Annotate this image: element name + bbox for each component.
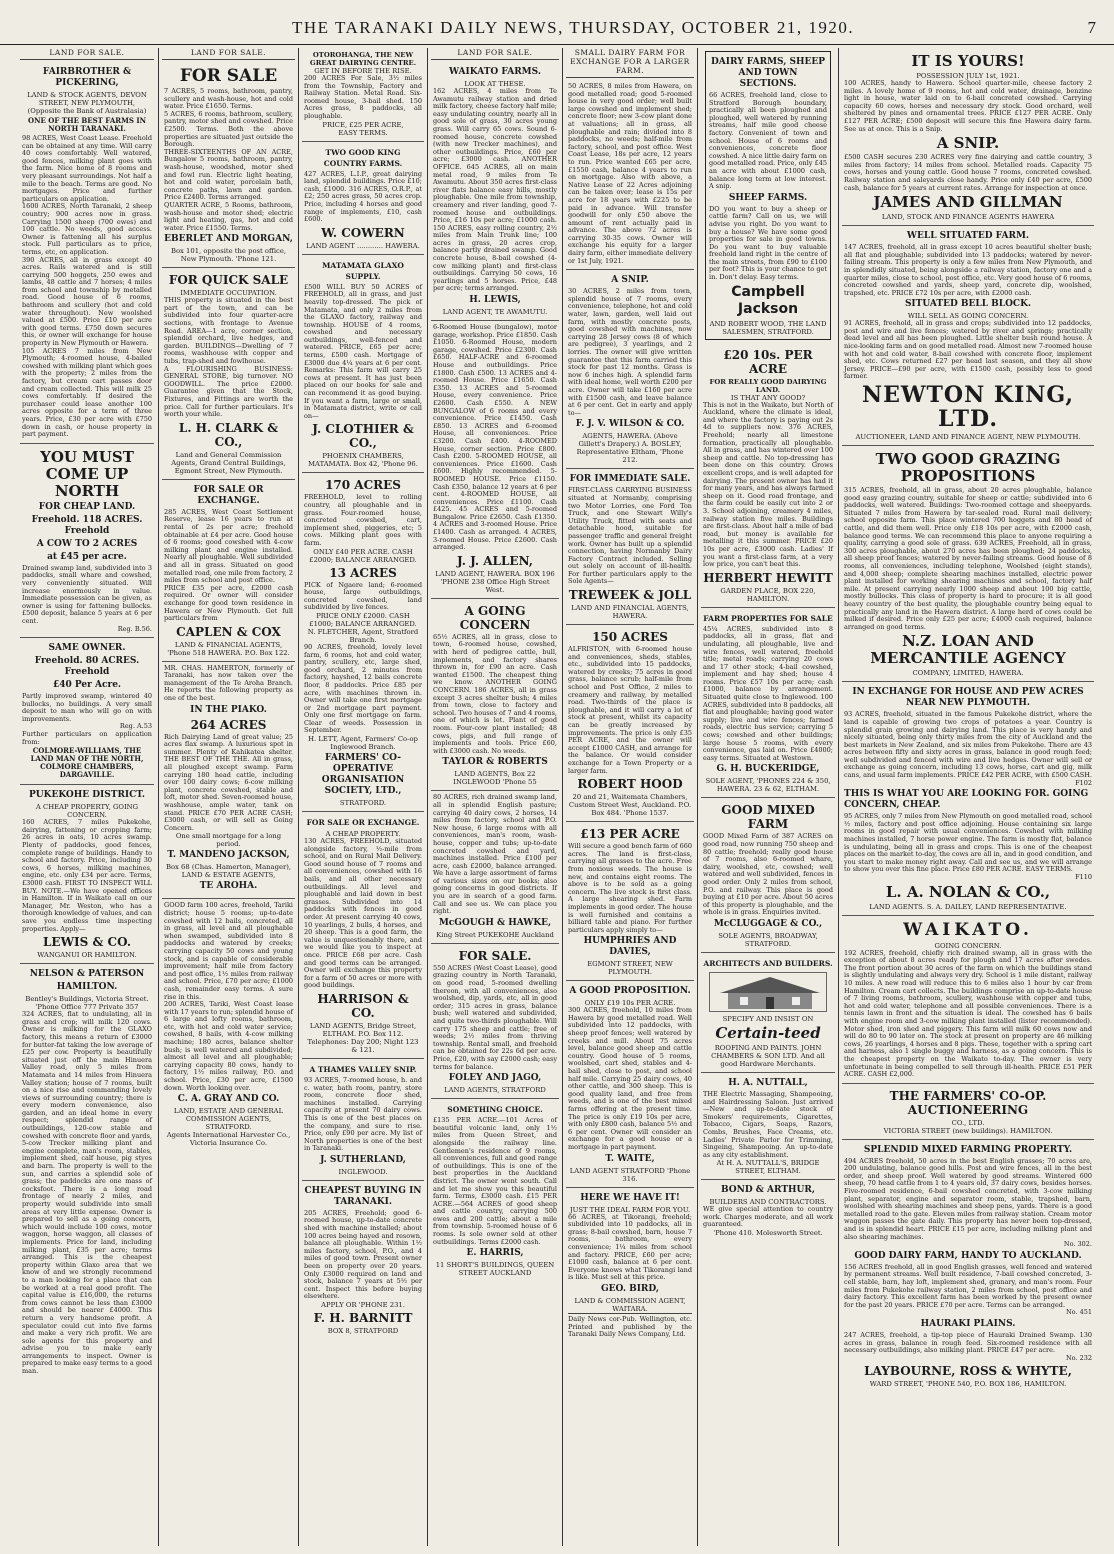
ad-title: YOU MUST COME UP NORTH [40,447,134,500]
ad-sale-exchange [162,480,295,662]
ad-title: FAIRBROTHER & PICKERING, [42,67,132,88]
ad-title: WAIKATO FARMS. [449,67,541,77]
ad-title: CHEAPEST BUYING IN TARANAKI. [304,1185,422,1207]
ad-quick-sale [162,268,295,480]
ad-otorohanga [302,48,424,142]
column-rule [427,48,428,1546]
ad-agent: W. COWERN [321,225,405,240]
house-illustration [709,972,827,1012]
ad-title: GOOD DAIRY FARM, HANDY TO AUCKLAND. [854,1250,1082,1261]
ad-body: £135 PER ACRE.—101 Acres of beautiful volcanic land, only 1½ miles from Queen Street, and alongside the railway line. Gentlemen's residence of 9 rooms, all conveniences, full and good range of outbuildings. This is one of the best properties in the Auckland district. The owner went south. Call and let me show you this beautiful farm. Terms, £3000 cash. £15 PER ACRE.—564 ACRES of good sheep and cattle country, carrying 500 ewes and 200 cattle; about a mile from township. 5-roomed house of 6 rooms. Is sole owner sold at other outbuildings. Terms £2000 cash. [433,1116,557,1246]
ad-body: FREEHOLD, level to rolling country, all ploughable and in grass. Four-roomed house, concreted cowshed, cart, implement shed, piggeries, etc; 5 cows. Milking plant goes with farm. [304,493,422,547]
ad-body: 200 ACRES For Sale, 3½ miles from the Township, Factory and Railway Station. Metal Road. Six-roomed house, 3-bail shed. 150 Acres grass, 8 paddocks, all ploughable. [304,74,422,120]
ad-address: AND ROBERT WOOD, THE LAND SALESMEN, STRATFORD. [709,319,827,336]
ad-agent: LEWIS & CO. [42,935,131,950]
ad-agent: HUMPHRIES AND DAVIES, [583,936,677,958]
ad-going-concern [431,599,559,792]
section-header: SMALL DAIRY FARM FOR EXCHANGE FOR A LARGER FARM. [566,48,694,78]
ad-title: A GOOD PROPOSITION. [569,986,691,997]
ad-mcgough [431,791,559,944]
ad-body: WE give special attention to country work. Charges moderate, and all work guaranteed. [703,1205,833,1229]
ad-address: LAND AND FINANCIAL AGENTS, HAWERA. [571,604,689,621]
ad-ref: No. 302. [1063,1240,1092,1249]
section-header: LAND FOR SALE. [162,48,295,60]
ad-address: Land and General Commission Agents, Grand Central Buildings, Egmont Street, New Plymouth. [171,450,286,475]
ad-agent: N. FLETCHER, Agent, Stratford Branch. [307,627,419,644]
ad-agent: COLMORE-WILLIAMS, THE LAND MAN OF THE NORTH, COLMORE CHAMBERS, DARGAVILLE. [30,746,144,780]
ad-subtitle: WILL SELL AS GOING CONCERN. [907,312,1029,321]
ad-address: 'Phone 410. Molesworth Street. [713,1229,823,1238]
ad-subtitle: IMMEDIATE OCCUPATION. [180,289,277,298]
ad-line: Freehold. 80 ACRES. Freehold [34,656,140,678]
ad-address: AUCTIONEER, LAND AND FINANCE AGENT, NEW PLYMOUTH. [855,433,1081,442]
ad-nelson-paterson [20,964,154,1380]
ad-terms: EASY TERMS. [338,128,388,137]
ad-title: WAIKATO. [903,919,1033,940]
ad-body: ALFRISTON, with 6-roomed house and conveniences, sheds, stables, etc., subdivided into 15 paddocks, watered by creeks; 75 acres in good grass, balance scrub; half-mile from school and Post Office, 2 miles to creamery and railway, by metalled road. Two-thirds of the place is ploughable, and it will carry a lot of stock at present, whilst its capacity can be greatly increased by improvements. The price is only £35 PER ACRE, and the owner will accept £1000 CASH, and arrange for the balance. Or would consider exchange for a Town Property or a larger farm. [568,645,692,775]
ad-body: 93 ACRES, 7-roomed house, h. and c. water, bath room, pantry, store room, concrete floor shed, machines installed. Carrying capacity at present 70 dairy cows. This is one of the best places on the company, and sure to rise. Price, only £90 per acre. My list of North properties is one of the best in Taranaki. [304,1075,422,1153]
ad-agent: McGOUGH & HAWKE, [438,917,552,928]
ad-title: TWO GOOD KING COUNTRY FARMS. [323,147,403,168]
ad-agent: T. WAITE, [605,1153,655,1164]
ad-title: FOR SALE OR EXCHANGE. [306,818,420,828]
ad-waite [566,981,694,1187]
ad-title: HAURAKI PLAINS. [920,1318,1016,1329]
ad-body: PICK of Ngaere land; 6-roomed house, large outbuildings, concreted cowshed, land subdivided by live fences. [304,580,422,612]
ad-agent: GEO. BIRD, [600,1283,660,1294]
ad-address: WANGANUI OR HAMILTON. [37,951,137,960]
ad-title: PUKEKOHE DISTRICT. [29,790,145,801]
ad-mixed-farm [701,798,835,953]
ad-certain-teed [701,953,835,1073]
ad-body: 550 ACRES (West Coast Lease), good grazing country in North Taranaki, on good road, 5-roomed dwelling thereon, with all conveniences, also woolshed, dip, yards, etc, all in good order; 315 acres in grass, balance bush; well watered and subdivided, and quite two-thirds ploughable. Will carry 175 sheep and cattle; free of weeds; 2½ miles from thriving township. Rental small, and freehold can be obtained for 22s 6d per acre. Price, £20, with say £2000 cash; easy terms for balance. [433,963,557,1071]
ad-small-dairy [566,80,694,270]
ad-foley-jago [431,944,559,1099]
ad-agent: L. H. CLARK & CO., [178,420,279,449]
ad-body: This is not in the Waikato, but North of Auckland, where the climate is ideal, and where the factory is paying out 2s 4d to suppliers now. 376 ACRES, Freehold; nearly all limestone formation, practically all ploughable. All in grass, and has wintered over 100 sheep and cattle. No top-dressing has been done on this country. Grows excellent crops, and is well adapted for dairying. The present owner has had it for many years, and has always farmed sheep on it. Good road frontage, and the farm could be easily cut into 2 or 3. School adjoining, creamery 4 miles, railway station five miles. Buildings are first-class. About half a mile of bad road, but money is available for metalling it this summer. PRICE £20 10s per acre, £3000 cash. Ladies' If you want a first-class farm, at a very low price, you can't beat this. [703,400,833,569]
ad-price: PRICE, £25 PER ACRE, [322,120,404,129]
ad-body: FIRST-CLASS CARRYING BUSINESS situated at Normanby, comprising two Motor Lorries, one Ford Ton Truck, and one Stewart Willy's Utility Truck, fitted with seats and detachable hood, suitable for passenger traffic and general freight work. Owner has built up a splendid connection, having Normanby Dairy Factory Contract included. Selling out solely on account of ill-health. For further particulars apply to the Sole Agents— [568,486,692,586]
ad-title: A SNIP. [936,134,1000,153]
ad-body: 130 ACRES, FREEHOLD, situated alongside factory, ½-mile from school, and on Rural Mail Delivery. Good sound house of 7 rooms and all conveniences, cowshed with 16 bails, and all other necessary outbuildings. All level and ploughable and laid down in best grasses. Subdivided into 14 paddocks with fences in good order. At present carrying 40 cows, 10 yearlings, 2 bulls, 4 horses, and 20 sheep. This is a good farm, the value is unquestionably there, and we would like you to inspect at once. PRICE £68 per acre. Cash and good terms can be arranged. Owner will exchange this property for a farm of 50 acres or more with good buildings. [304,837,422,990]
ad-agent: TAYLOR & ROBERTS [442,757,548,768]
ad-address: LAND AGENT, HAWERA. BOX 196 'PHONE 238 Office High Street West. [435,569,555,594]
ad-address: LAND AGENTS, STRATFORD [444,1086,546,1095]
column-rule [158,48,159,1546]
ad-body: £500 CASH secures 230 ACRES very fine dairying and cattle country, 3 miles from factory; 14 miles from school. Metalled roads. Capacity 75 cows, horses and young cattle. Good house 7 rooms, concreted cowshed. Railway station and saleyards close handy. Price only £40 per acre, £500 cash, balance for 5 years at current rates. Arrange for inspection at once. [844,153,1092,192]
ad-address: PHOENIX CHAMBERS, MATAMATA. Box 42, 'Phone 96. [308,452,418,469]
ad-apply: APPLY OR 'PHONE 231. [321,1301,405,1309]
ad-agent: HERBERT HEWITT [703,570,833,585]
ad-body: 66 ACRES, freehold land, close to Stratford Borough boundary, practically all been ploughed and ploughed, well watered by running streams, half mile good cheese factory. Convenient of town and school. House of 6 rooms and conveniences, concrete floor cowshed. A nice little dairy farm on good metalled road. Price, only £45 an acre with about £1000 cash, balance long term at low interest. A snip. [709,91,827,191]
ad-subtitle: FOR CHEAP LAND. [38,501,136,512]
ad-footer: Agents International Harvester Co., Victoria Insurance Co. [166,1131,291,1148]
ad-body: 390 ACRES, all in grass except 40 acres. Rails watered and is still carrying 500 hoggets, 250 ewes and lambs, 48 cattle and 7 horses; 4 miles from school and township by metalled road. Good house of 6 rooms, bathroom and scullery (hot and cold water throughout). New woolshed valued at £500. Price £10 per acre with good terms. £750 down secures this, or owner will exchange for house property in New Plymouth or Hawera. [22,255,152,348]
ad-title: THE FARMERS' CO-OP. AUCTIONEERING [889,1088,1047,1117]
ad-body: Partly improved swamp, wintered 40 bullocks, no buildings. A very small deposit to man who will go on with improvements. [22,692,152,723]
ad-piako [162,662,295,900]
ad-matamata [302,255,424,474]
ad-king-country [302,142,424,255]
ad-address: VICTORIA STREET (new buildings). HAMILTON. [883,1126,1053,1135]
ad-town: STRATFORD. [339,799,387,808]
ad-body: 105 ACRES 7 miles from New Plymouth; 4-roomed house, 4-bailed cowshed with milking plant which goes with the property; 2 miles from the factory, but cream cart passes door and cream collected. This will milk 25 cows comfortably. If desired the purchaser could lease another 100 acres opposite for a term of three years. Price, £30 per acre with £750 down in cash, or house property in part payment. [22,346,152,439]
ad-title: THIS IS WHAT YOU ARE LOOKING FOR. GOING CONCERN, CHEAP. [844,789,1089,811]
ad-subtitle: JUST THE IDEAL FARM FOR YOU. [569,1205,691,1214]
ad-ref: F110 [1075,873,1092,881]
ad-question: IS THAT ANY GOOD? [730,393,806,402]
section-header: LAND FOR SALE. [431,48,559,60]
ad-address: King Street PUKEKOHE Auckland [436,930,554,939]
ad-society: FARMERS' CO-OPERATIVE ORGANISATION SOCIETY, LTD., [321,753,405,797]
ad-body: 147 ACRES, freehold, all in grass except 10 acres beautiful shelter bush; all flat and ploughable; subdivided into 13 paddocks; watered by never-failing stream. This property is only a few miles from New Plymouth, and in splendidly situated, being alongside a railway station, factory one and a quarter miles, close to school, post office, etc. Very good house of 6 rooms, concreted cowshed and yards, sheep yard, concrete dip, woolshed, trapshed, etc. PRICE £72 10s per acre, with £2000 cash. [844,243,1092,297]
ad-ref: No. 232 [1065,1353,1092,1362]
ad-title: A SNIP. [611,275,649,286]
ad-address: LAND AGENTS, Bridge Street, ELTHAM. P.O. Box 112. Telephones: Day 200; Night 123 & 121. [307,1021,419,1054]
ad-address: 20 and 21, Waitemata Chambers, Custom Street West, Auckland. P.O. Box 484. 'Phone 1537. [568,793,692,818]
ad-address: 11 SHORT'S BUILDINGS, QUEEN STREET AUCKLAND [435,1261,555,1278]
section-header: LAND FOR SALE. [20,48,154,60]
ad-dairy-farms [705,51,831,340]
newspaper-title: THE TARANAKI DAILY NEWS, THURSDAY, OCTOBER 21, 1920. [292,18,855,37]
ad-nz-loan [842,446,1094,682]
ad-subtitle: A CHEAP PROPERTY, GOING CONCERN. [35,803,139,820]
ad-170-acres [302,473,424,812]
ad-address: LAND AGENTS. S. A. DAILEY, LAND REPRESENTATIVE. [869,902,1067,911]
ad-agent: E. HARRIS, [466,1248,524,1259]
ad-title: TWO GOOD GRAZING PROPOSITIONS [875,450,1061,486]
ad-address: EGMONT STREET, NEW PLYMOUTH. [587,960,673,977]
ad-address: SOLE AGENTS, BROADWAY, STRATFORD. [718,931,818,948]
ad-body: 6-Roomed House (bungalow), motor garage, workshop. Price £1850. Cash £1050. 6-Roomed House, modern garage, cowshed. Price £2300. Cash £650. HALF-ACRE and 6-roomed House and outbuildings. Price £1800. Cash £500. 13 ACRES and 4-roomed House. Price £1650. Cash £350. 13 ACRES and 5-roomed House, every convenience. Price £2600. Cash £550. A NEW BUNGALOW of 6 rooms and every convenience. Price £1450. Cash £850. 13 ACRES and 6-roomed House, all conveniences. Price £3200. Cash £400. 4-ROOMED House, corner section. Price £800. Cash £200. 5-ROOMED HOUSE, all conveniences. Price £1600. Cash £600. Highly recommended. 5-ROOMED HOUSE. Price £1150. Cash £350, balance 12 years at 6 per cent. 4-ROOMED HOUSE, all conveniences. Price £1100. Cash £425. 45 ACRES and 5-roomed Bungalow. Price £2650. Cash £1350. 4 ACRES and 3-roomed House. Price £1400. Cash as arranged. 4 ACRES, 3-roomed House. Price £2600. Cash arranged. [433,323,557,552]
ad-title: OTOROHANGA, THE NEW GREAT DAIRYING CENTRE. [309,51,417,67]
ad-body: GOOD farm 100 acres, freehold, Tariki district; house 5 rooms; up-to-date cowshed with 12 bails, concreted, all in grass, all level and all ploughable when swamped, subdivided into 8 paddocks and watered by creeks; carrying capacity 50 cows and young stock, and is capable of considerable improvement; half mile from factory and post office, 1½ miles from railway and school. Price, £70 per acre; £1000 cash, remainder easy terms. A sure rise in this. [164,901,293,1001]
ad-body: 205 ACRES, Freehold; good 6-roomed house, up-to-date concrete shed with machine installed; about 100 acres being hayed and resown, balance all ploughable. Within 1½ miles factory, school, P.O., and 4 miles of good town. Present owner been on property over 20 years. Only £3000 required on land and stock, balance 7 years at 5½ per cent. Inspect this before buying elsewhere. [304,1208,422,1301]
ad-nolan [842,682,1094,915]
ad-title: SPLENDID MIXED FARMING PROPERTY. [863,1144,1073,1155]
ad-ref: No. 451 [1065,1308,1092,1317]
ad-title: HERE WE HAVE IT! [580,1192,680,1203]
ad-body: PRICE £35 per acre, £2000 cash required. Or owner will consider exchange for good town residence in Hawera or New Plymouth. Get full particulars from [164,583,293,623]
column-rule [562,48,563,1546]
ad-title: FOR SALE. [458,948,532,963]
ad-title: 170 ACRES [325,478,401,493]
ad-address: LAND & FINANCIAL AGENTS, 'Phone 518 HAWERA. P.O. Box 122. [167,640,290,657]
ad-subtitle: SHEEP FARMS. [728,192,808,203]
ad-body: 45¼ ACRES, subdivided into 8 paddocks, all in grass, flat and undulating, all ploughable, live and wire fences, well watered, freehold title; metal roads; carrying 20 cows and 17 other stock; 4-bail cowshed, implement and hay shed; house 4 rooms. Price £57 10s per acre; cash £1000, balance by arrangement. Situated quite close to Inglewood. 100 ACRES, subdivided into 8 paddocks, all flat and ploughable; having good water supply; live and wire fences; farmed roads, electric bus service; carrying 5 cows; cowshed and other buildings; large house 5 rooms, with every convenience, gas laid on. Price £4000; easy terms. Situated at Westown. [703,624,833,762]
ad-body: 285 ACRES, West Coast Settlement Reserve, lease 16 years to run at rental of 2s per acre; freehold obtainable at £4 per acre. Good house of 6 rooms; good cowshed with 4-cow milking plant and engine installed. Nearly all ploughable. Well subdivided and all in grass. Situated on good metalled road, one mile from factory, 2 miles from school and post office. [164,507,293,585]
ad-harris [431,1099,559,1281]
ad-nuttall [701,1073,835,1180]
ad-body: 95 ACRES, only 7 miles from New Plymouth on good metalled road, school ½ miles, factory and post office adjoining. House containing six large rooms in good repair with usual conveniences. Cowshed with milking machines installed, 7 horse power engine. The farm is mostly flat, balance is undulating, being all in grass and crops. This is one of the cheapest places on the market to-day, the cows are all in, and in good condition, and you start to make money right away. Call and see us, and we will arrange to show you over this fine place. Price £80 PER ACRE. EASY TERMS. [844,812,1092,874]
ad-subtitle: LAND & STOCK AGENTS, DEVON STREET, NEW PLYMOUTH, (Opposite the Bank of Australasia) [27,91,147,115]
ad-body: 90 ACRES, freehold, lovely level farm, 6 rooms, hot and cold water, pantry, scullery, etc, large shed, good orchard, 2 minutes from factory, hayshed, 12 bails concrete floor, 8 paddocks. Price £85 per acre, with machines thrown in. Owner will take one first mortgage or 2nd mortgage part payment. Only one first mortgage on farm. Clear of weeds. Possession in September. [304,642,422,735]
ad-town: TE AROHA. [199,881,258,892]
ad-title: BOND & ARTHUR, [720,1185,815,1196]
ad-body: A FLOURISHING BUSINESS: GENERAL STORE, big turnover. NO GOODWILL. The price £2000. Guarantee given that the Stock, Fixtures, and Fittings are worth the price. Call for further particulars. It's worth your while. [164,364,293,419]
brand-logo: Certain-teed [715,1023,821,1042]
ad-body: 156 ACRES freehold, all in good English grasses, well fenced and watered by permanent streams. Well built residence, 7-bail cowshed concreted, 3-cell stable, barn, hay loft, implement shed, granary, and man's room. Four miles from Pukekohe railway station, 2 miles from school, post office and dairy factory. This excellent farm has been worked by the present owner for the past 20 years. PRICE £70 per acre. Terms can be arranged. [844,1262,1092,1309]
ad-body: 494 ACRES freehold, 50 acres in the best English grasses; 70 acres are, 200 undulating, balance good hills. Post and wire fences, all in the best order, and sheep proof. Well watered by good streams. Wintered 600 sheep, 70 head cattle from 1 to 4 years old, 37 dairy cows, besides horses. Five-roomed residence, 6-bail cowshed concreted, with 3-cow milking plant, separator, engine and separator room, stable, trapshed, barn, woolshed with shearing machines and sheep pens, yards. There is a good metalled road to the gate. Eleven miles from railway station. Cream motor waggon passes the gate daily. This property has never been top-dressed, and is in splendid heart. PRICE £15 per acre, including milking plant and also shearing machines. [844,1156,1092,1241]
ad-subtitle: GOING CONCERN. [934,941,1002,950]
ad-farmers-coop [842,1084,1094,1140]
ad-laybourne [842,1140,1094,1393]
ad-price: PRICE ONLY £2000. CASH £1000; BALANCE ARRANGED. [309,611,417,628]
ad-body: 100 ACRES, handy to Hawera. School quarter-mile, cheese factory 2 miles. A lovely home of 9 rooms, hot and cold water, drainage, benzine light in house, water laid on to 6-bail concreted cowshed. Carrying capacity 60 cows, horses and necessary dry stock. Good orchard, well sheltered by pines and ornamental trees. PRICE £127 PER ACRE. Only £127 PER ACRE; £500 deposit will secure this fine Hawera dairy farm. See us at once. This is a Snip. [844,79,1092,133]
ad-body: 5 ACRES, 6 rooms, bathroom, scullery, pantry, motor shed and cowshed. Price £2500. Terms. Both the above properties are situated just outside the Borough. [164,109,293,149]
column-rule [697,48,698,1546]
ad-title: MATAMATA GLAXO SUPPLY. [322,260,404,281]
ad-body: QUARTER ACRE, 5 Rooms, bathroom, wash-house and motor shed; electric light and heating, gas, hot and cold water. Price £1550. Terms. [164,200,293,232]
ad-address: LAND, ESTATE AND GENERAL COMMISSION AGENTS, STRATFORD. [173,1107,284,1132]
ad-thames-valley [302,1059,424,1181]
ad-body: 7 ACRES, 5 rooms, bathroom, pantry, scullery and wash-house, hot and cold water. Price £1650. Terms. [164,87,293,111]
ad-agent: J. SUTHERLAND, [320,1154,406,1165]
ad-body: THE Electric Massaging, Shampooing, and Hairdressing Saloon. Just arrived—New and up-to-date stock of Smokers' requirements, Cigarettes, Tobacco, Cigars, Soaps, Razors, Combs, Brushes, Face Creams, etc. Ladies' Private Parlor for Trimming, Singeing, Shampooing. An up-to-date as any city establishment. [703,1089,833,1159]
ad-address: LAND, STOCK AND FINANCE AGENTS HAWERA [881,213,1055,222]
ad-address: LAND & COMMISSION AGENT, WAITARA. [574,1296,686,1313]
ad-address: LAND AGENTS, Box 22 INGLEWOOD 'Phone 55 [453,770,537,787]
ad-note: One small mortgage for a long period. [175,832,282,849]
ad-title: £13 PER ACRE [580,827,680,842]
ad-buckeridge [701,608,835,799]
ad-title: FOR QUICK SALE [168,273,289,288]
column-rule [298,48,299,1546]
column-3 [302,48,424,1546]
ad-title: 150 ACRES [592,630,668,645]
ad-address: LAND AGENT, TE AWAMUTU. [442,308,548,317]
masthead [0,18,1114,45]
ad-agent: J. J. ALLEN, [457,553,533,568]
ad-address: Bentley's Buildings, Victoria Street. 'Phone Office 777 Private 357 [25,995,149,1012]
ad-line: Freehold. 118 ACRES. Freehold [31,514,143,536]
ad-agent: HARRISON & CO. [317,991,409,1020]
ad-title: SITUATED BELL BLOCK. [904,299,1032,310]
column-2 [162,48,295,1546]
ad-subtitle: BUILDERS AND CONTRACTORS. [709,1198,827,1207]
ad-body: Drained swamp land, subdivided into 3 paddocks, small whare and cowshed, very conveniently situated. Will increase enormously in value. Immediate possession can be given, as owner is using for fattening bullocks. £500 deposit, balance 5 years at 6 per cent. [22,563,152,625]
ad-waikato [842,916,1094,1084]
column-4 [431,48,559,1546]
ad-body: 1600 ACRES, North Taranaki, 2 sheep country; 900 acres now in grass. Carrying 1500 sheep (700 ewes) and 100 cattle. No weeds, good access. Owner is fattening all his surplus stock. Full particulars as to price, terms, etc, on application. [22,202,152,256]
ad-body: 91 ACRES, freehold, all in grass and crops; subdivided into 12 paddocks, post and wire and live fences; watered by river and springs; practically dead level and all has been ploughed. Little shelter bush round house. A nice-looking farm and on good metalled road. Almost new 7-roomed house with hot and cold water, 8-bail cowshed with concrete floor, implement shed, etc. Cows returned £27 per head last season, and they all show Jersey. PRICE—£90 per acre, with £1500 cash, possibly less to good farmer. [844,319,1092,381]
ad-body: THREE-SIXTEENTHS OF AN ACRE, Bungalow 5 rooms, bathroom, pantry, wash-house, woodshed, motor shed and fowl run. Electric light heating, hot and cold water, porcelain bath, concrete paths, lawn and garden. Price £2400. Terms arranged. [164,147,293,202]
ad-ref: Reg. B.56. [117,624,152,633]
ad-title: FOR SALE [179,66,278,86]
ad-pukekohe [20,785,154,964]
ad-body: THIS property is situated in the best part of the town, and can be subdivided into four quarter-acre sections, with frontage to Avenue Road. AREA—1 acre, corner section, splendid orchard, live hedges, and garden. BUILDINGS—Dwelling of 7 rooms, washhouse with copper and tubs, trap-shed and fowlhouse. [164,296,293,366]
ad-title: IN EXCHANGE FOR HOUSE AND PEW ACRES NEAR NEW PLYMOUTH. [852,687,1084,709]
ad-title: IT IS YOURS! [911,52,1025,70]
ad-heading: IN THE PIAKO. [190,704,267,715]
ad-body: DO you want to buy a sheep or cattle farm? Call on us, we will advise you right. Do you want to buy a house? We have some good properties for sale in good towns. Do you want to buy valuable freehold land right in the centre of the main streets, from £90 to £100 per foot? This is your chance to get in. Don't delay. Easy terms. [709,204,827,282]
ad-agent: F. H. BARNITT [313,1311,413,1325]
ad-barnitt [302,1181,424,1339]
column-7 [842,48,1094,1546]
ad-agent: N.Z. LOAN AND MERCANTILE AGENCY [870,632,1066,668]
ad-allen [431,321,559,599]
page-number: 7 [1087,18,1096,37]
ad-agent: J. CLOTHIER & CO., [312,422,414,451]
ad-body: £500 WILL BUY 50 ACRES of FREEHOLD, all in grass, and just heavily top-dressed. The pick of Matamata, and only 2 miles from the GLAXO factory, railway and township. HOUSE of 4 rooms, cowshed and necessary outbuildings, well-fenced and watered. PRICE, £65 per acre; terms, £500 cash. Mortgage of £3000 due 4¼ years at 6 per cent. Remarks: This farm will carry 25 cows at present. It has just been placed on our books for sale and can recommend it as good buying. If you want a farm, large or small, in Matamata district, write or call on— [304,282,422,420]
ad-ref: F102 [1075,778,1092,787]
ad-title: SAME OWNER. [48,643,126,654]
ad-subtitle: SPECIFY AND INSIST ON [722,1014,814,1023]
ad-subtitle: A CHEAP PROPERTY. [325,830,401,839]
ad-come-up-north [20,444,154,638]
ad-robert-hood [566,625,694,822]
column-1 [20,48,154,1546]
ad-subtitle: HAMILTON. [56,982,118,993]
ad-newton-king [842,226,1094,446]
ad-fairbrother-pickering [20,62,154,444]
ad-body: 65½ ACRES, all in grass, close to town, 6-roomed house, cowshed, with herd of pedigree cattle, bull, implements, and factory shares thrown in, for £90 an acre. Cash wanted £1500. The cheapest thing we know. ANOTHER GOING CONCERN. 186 ACRES, all in grass except 3 acres shelter bush; 4 miles from town, close to factory and school. Two houses of 7 and 4 rooms, one of which is let. Plant of good room. Four-cow plant installed; 48 cows, pigs, and full range of implements and tools. Price £60, with £3000 cash. No weeds. [433,632,557,755]
ad-agent: LAYBOURNE, ROSS & WHYTE, [864,1364,1072,1379]
ad-address: COMPANY, LIMITED, HAWERA. [912,669,1024,678]
ad-title: FOR IMMEDIATE SALE. [569,474,691,485]
ad-title: A THAMES VALLEY SNIP. [309,1064,417,1074]
ad-body: GOOD Mixed Farm of 387 ACRES on good road, now running 750 sheep and 80 cattle; freehold; really good house of 7 rooms, also 6-roomed whare, dairy, woolshed, etc, cowshed; well watered and well subdivided, fences in good order. Only 2 miles from school, P.O. and railway. This place is good buying at £10 per acre. About 50 acres of this property is ploughable, and the whole is in grass. Enquiries invited. [703,832,833,917]
ad-agent: McCLUGGAGE & CO., [713,918,823,929]
ad-address: WARD STREET, 'PHONE 540, P.O. BOX 186, HAMILTON. [869,1380,1067,1389]
ad-body: 80 ACRES, rich drained swamp land, all in splendid English pasture; carrying 40 dairy cows, 2 horses, 14 miles from factory, school and P.O. New house, 6 large rooms with all conveniences, man's room, wash-house, copper and tubs; up-to-date concreted cowshed and yard, machines installed. Price £100 per acre, cash £2000, balance arranged. We have a large assortment of farms of various sizes on our books; also going concerns in good districts. If you are in search of a good farm. Call and see us. We can place you right. [433,793,557,916]
ad-body: 160 ACRES, 7 miles Pukekohe, dairying, fattening or cropping farm; 26 acres in oats, 10 acres swamp. Plenty of paddocks, good fences, complete range of buildings. Handy to school and factory. Price, including 30 cows, 6 horses, milking machines, engine, etc. only £34 per acre. Terms, £3000 cash. FIRST TO INSPECT WILL BUY. NOTE.—We have opened offices in Hamilton. If in Waikato call on our Manager, Mr. Weston, who has a thorough knowledge of values, and can save you endless time inspecting properties. Apply— [22,818,152,933]
ad-title: 13 ACRES [329,565,397,580]
ad-subtitle: POSSESSION JULY 1st, 1921. [916,72,1020,80]
ad-treweek-joll [566,469,694,625]
ad-agent: C. A. GRAY AND CO. [177,1094,280,1105]
ad-title: DAIRY FARMS, SHEEP AND TOWN SECTIONS. [711,57,825,89]
ad-title: £20 10s. PER ACRE [723,347,813,376]
ad-price: ONLY £40 PER ACRE. CASH £2000; BALANCE ARRANGED. [309,547,417,564]
ad-body: 427 ACRES, L.I.P., great dairying land, splendid buildings. Price £10; cash, £1000. 316 ACRES, O.R.P., at £2; 250 acres grass, 50 acres crop. Price, including 4 horses and good range of implements, £10, cash £600. [304,169,422,224]
ad-body: 50 ACRES, 8 miles from Hawera, on good metalled road; good 5-roomed house in very good order; well built large cowshed and implement shed; concrete floor; new 3-cow plant done at valuations; all in grass, all ploughable and rain; divided into 8 paddocks, no weeds; half-mile from factory, school, and post office. West Coast Lease, 18s per acre, 12 years to run. Price wanted £65 per acre, £1550 cash, balance 4 years to run on mortgage. Also with above, a Native Lease of 22 Acres adjoining can be taken over; lease is 15s per acre for 18 years with £225 to be paid in advance. Will transfer goodwill for only £50 above the amount of rent actually paid in advance. The above 72 acres is carrying 30-35 cows. Owner will exchange his equity for a larger dairy farm, either immediate delivery or 1st July, 1921. [568,82,692,265]
ad-subtitle: GET IN BEFORE THE RISE. [314,67,412,75]
ad-title: A GOING CONCERN [459,603,531,632]
ad-body: 192 ACRES, freehold, chiefly rich drained swamp, all in grass with the exception of about 8 acres ready for plough and 17 acres after swedes. The front portion about 30 acres of the farm on which the buildings stand is slightly undulating and always very dry. School is 1 mile distant, railway 10 miles. A new road will reduce this to 6 miles also 1 hour by car from Hamilton. Cream cart collects. The buildings comprise an up-to-date house of 7 living rooms, bathroom, scullery, washhouse with copper and tubs, hot and cold water, telephone and all possible conveniences. There is a tennis lawn in front and the situation is ideal. The cowshed has 6 bails with engine room and 3-cow milking plant installed (lister recommended). Motor shed, iron shed and piggery. This farm will milk 60 cows now and will do 80 to 90 later on. The stock at present on property are 46 milking cows, 26 yearlings, 4 horses and 8 pigs. These, together with a spring cart and harness, also 1 single buggy and harness, as a going concern. This is the cheapest property on the Waikato to-day. The owner is very unfortunate in being compelled to sell through ill-health. PRICE £51 PER ACRE. CASH £2,000. [844,948,1092,1079]
ad-price: ONLY £19 10s PER ACRE. [584,999,676,1008]
ad-address: Box 101, opposite the post office, New Plymouth. 'Phone 121. [170,247,287,264]
ad-bond-arthur [701,1180,835,1241]
ad-humphries [566,822,694,981]
ad-gray [162,899,295,1151]
ad-title: NELSON & PATERSON [29,969,145,980]
ad-subtitle: CO., LTD. [951,1118,985,1127]
ad-title: SOMETHING CHOICE. [447,1105,543,1115]
ad-address: Box 68 (Chas. Hamerton, Manager), LAND & ESTATE AGENTS, [165,863,292,880]
ad-harrison [302,812,424,1059]
ad-address: GARDEN PLACE, BOX 220, HAMILTON. [720,586,816,603]
ad-line: A COW TO 2 ACRES [36,538,138,549]
ad-body: 200 ACRES, Tariki, West Coast lease with 17 years to run; splendid house of 6 large and lofty rooms, bathroom, etc, with hot and cold water service; cowshed, 8 bails, with 4-cow milking machine; 180 acres, balance shelter bush; is well watered and subdivided; almost all level and all ploughable; carrying capacity 80 cows, handy to factory, 1½ miles railway, P.O. and school. Price, £30 per acre, £1500 down. Worth looking over. [164,1000,294,1092]
ad-body: Further particulars on application from: [22,730,152,746]
column-6 [701,48,835,1546]
ad-address: SOLE AGENT, 'PHONES 224 & 350, HAWERA. 23 & 62, ELTHAM. [705,777,831,794]
ad-it-is-yours [842,48,1094,226]
ad-heading: ONE OF THE BEST FARMS IN NORTH TARANAKI. [27,116,147,133]
ad-body: ROOFING AND PAINTS. JOHN CHAMBERS & SON LTD. And all good Hardware Merchants. [711,1043,825,1068]
ad-body: Rich Dairying Land of great value; 25 acres flax swamp. A luxurious spot in summer. Plenty of Kahikatea shelter. THE BEST OF THE THE. All in grass, all ploughed except swamp. Farm carrying 180 head cattle, including over 100 dairy cows; 6-cow milking plant, concrete cowshed, stable and loft, motor shed. Seven-roomed house, washhouse, ample water, tank on stand. PRICE £70 PER ACRE CASH; £3000 cash, or will sell as Going Concern. [164,732,293,832]
ad-address: At H. A. NUTTALL'S, BRIDGE STREET, ELTHAM. [716,1159,820,1176]
imprint: Daily News cor-Pub. Wellington, etc. Printed and published by the Taranaki Daily News Company, Ltd. [568,1314,692,1339]
ad-body: 98 ACRES, West Coast Lease. Freehold can be obtained at any time. Will carry 40 cows comfortably. Well watered, good fences, milking plant goes with the farm. Nice home of 8 rooms and very pleasant surroundings. Not half a mile to the beach. Terms are good. No mortgages. Price and further particulars on application. [22,134,152,203]
ad-waikato-farms [431,62,559,321]
ad-agent: EBERLET AND MORGAN, [164,234,293,245]
ad-for-sale [162,62,295,268]
ad-title: GOOD MIXED FARM [721,803,815,832]
ad-subtitle: LOOK AT THESE. [464,80,526,88]
ad-agent: FOLEY AND JAGO, [448,1073,542,1084]
ad-address: LAND AGENT ............ HAWERA. [306,241,420,250]
ad-body: 324 ACRES, flat to undulating, all in grass and crop; will milk 120 cows. Owner is milking for the GLAXO factory, this means a return of £3000 for butter-fat taking the low average of £25 per cow. Property is beautifully situated just off the main Hinuera Valley road, only 5 miles from Matamata and 14 miles from Hinuera Valley station; house of 7 rooms, built on a nice rise and commanding lovely views of surrounding country; there is every modern convenience, also garden, and an ideal home in every respect; splendid range of outbuildings, 120-cow stable and cowshed with concrete floor and yards, 5-cow Trecker milking plant and engine complete, man's room, stables, implement shed, calf house, pig styes and barn. The property is well to the sun, and carries a splendid sole of grass; the paddocks are one mass of cocksfoot. There is a long road frontage of nearly 2 miles, and property would subdivide into small areas at very little expense. Owner is prepared to sell as a going concern, which would include 100 cows, motor waggon, horse waggon, all classes of implements. Price for land, including milking plant, £35 per acre; terms arranged. This is the cheapest property within Glaxo area that we know of and we strongly recommend to a man looking for a place that can be worked at a real good profit. The capital value is £16,000, the returns from cows cannot be less than £3000 and should be nearer £4000. This return a very handsome profit. A speculator could cut into five farms and make a very rich profit. We are sole agents for this property and advise you to make early arrangements to inspect. Owner is prepared to make easy terms to a good man. [22,1010,152,1376]
ad-wilson [566,270,694,469]
ad-agent: TREWEEK & JOLL [568,588,692,603]
ad-title: FOR SALE OR EXCHANGE. [193,484,264,506]
ad-body: 300 ACRES, freehold, 10 miles from Hawera by good metalled road. Well subdivided into 12 paddocks, with sheep proof fences; well watered by creeks and mill. About 75 acres level, balance good sheep and cattle country. Good house of 5 rooms, woolshed, cart shed, stables and 4-bail shed, close to post, and school half mile. Carrying 25 dairy cows, 40 other cattle, and 300 sheep. This is good quality land, and free from weeds, and is one of the best mixed farms offering at the present time. The price is only £19 10s per acre, with only £800 cash, balance 5½ and 6 per cent. Owner will consider an exchange for a good house or a mortgage in part payment. [568,1006,692,1151]
ad-agent: NEWTON KING, LTD. [861,382,1075,433]
ad-agent: H. LETT, Agent, Farmers' Co-op Inglewood Branch. [308,735,418,752]
ad-geo-bird [566,1188,694,1343]
ad-subtitle: FOR REALLY GOOD DAIRYING LAND. [709,377,827,394]
ad-body: MR. CHAS. HAMERTON, formerly of Taranaki, has now taken over the management of the Te Aroha Branch. He reports the following property as one of the best. [164,663,293,703]
ad-agent: ROBERT HOOD [577,777,683,792]
ad-title: WELL SITUATED FARM. [906,231,1030,242]
ad-address: LAND AGENT STRATFORD 'Phone 316. [569,1166,691,1183]
ad-town: INGLEWOOD. [338,1167,388,1176]
ad-body: Will secure a good bench farm of 660 acres. The land is first-class, carrying all grasses to the acre. Free from noxious weeds. The house is new, and contains eight rooms. The above is to be sold as a going concern. The live stock is first class. A large shearing shed. Farm implements in good order. The house is well furnished and contains a billiard table and piano. For further particulars apply simply to— [568,842,692,934]
ad-title: ARCHITECTS AND BUILDERS. [703,958,833,968]
ad-title: H. A. NUTTALL, [728,1077,808,1088]
ad-agent: H. LEWIS, [469,295,521,306]
ad-body: 162 ACRES, 4 miles from Te Awamutu railway station and dried milk factory, cheese factory half mile; easy undulating country, nearly all in good sole of grass, 30 acres young grass. Will carry 65 cows. Sound 6-roomed house, concrete cowshed (with new Trecker machines), and other outbuildings. Price, £60 per acre; £3000 cash. ANOTHER OFFICE. 645 ACRES, all on main metal road, 9 miles from Te Awamutu. About 350 acres first-class river flats balance easy hills, mostly ploughable. One mile from township, creamery and river landing, good 7-roomed house and outbuildings. Price, £16 10s per acre; £1000 cash. 150 ACRES, easy rolling country, 2½ miles from Main Trunk line; 100 acres in grass, 20 acres crop, balance partly drained swamp. Good concrete house, 8-bail cowshed (4-cow milking plant) and first-class outbuildings. Carrying 50 cows, 16 yearlings and 5 horses. Price, £48 per acre; terms arranged. [433,87,557,293]
ad-agent: CAPLEN & COX [176,624,281,639]
ad-hewitt [701,343,835,608]
ad-agent: Campbell Jackson [731,283,805,317]
ad-body: 93 ACRES, freehold, situated in the famous Pukekohe district, where the land is capable of growing two crops of potatoes a year. Country is splendid grain growing and dairying land. This place is very handy and nicely situated, being only thirty miles from the city of Auckland and the best markets in New Zealand, and six miles from Pukekohe. There are 43 acres between fifty and sixty acres in grass, balance in good rough feed; well subdivided and fenced with wire and live hedges. Owner will sell or exchange as going concern, including 13 cows, horse, cart and gig, milk cans, and usual farm implements. PRICE £42 PER ACRE, with £500 CASH. [844,710,1092,780]
ad-ref: Reg. A.53 [119,722,152,731]
ad-body: 30 ACRES, 2 miles from town, splendid house of 7 rooms, every convenience, telephone, hot and cold water, lawn, garden, well laid out farm, with mostly concrete posts, good cowshed with machines, now carrying 28 Jersey cows (8 of which are pedigree), 3 yearlings, and 2 lorries. The owner will give written guarantee that this farm carried this stock for past 12 months. Grass is now 6 inches high. A splendid farm with ideal home, well worth £200 per acre. Owner will take £160 per acre with £1500 cash, and leave balance at 6 per cent. Get in early and apply to— [568,287,692,417]
ad-title: FARM PROPERTIES FOR SALE [703,613,833,623]
ad-agent: L. A. NOLAN & CO., [885,882,1051,901]
ad-address: BOX 8, STRATFORD [327,1327,399,1335]
ad-price: £40 Per Acre. [52,680,122,691]
ad-agent: T. MANDENO JACKSON, [167,850,290,861]
ad-agent: F. J. V. WILSON & CO. [575,419,685,430]
ad-agent: G. H. BUCKERIDGE, [716,764,820,775]
ad-body: 315 ACRES, freehold, all in grass, about 20 acres ploughable, balance good easy grazing country, suitable for sheep or cattle; subdivided into 6 paddocks, well watered. Buildings: Two-roomed cottage and sheepyards. Situated 7 miles from Hawera by tar-sealed road. Rural mail delivery; school opposite farm. This place wintered 700 hoggets and 80 head of cattle, and did them well. Price only £18 10s per acre, with £2000 cash, balance good terms. We can recommend this place to anyone requiring a quality, carrying a good sole of grass. 639 ACRES, Freehold, all in grass, 300 acres ploughable, about 270 acres has been ploughed; 24 paddocks, all sheep proof fences; watered by never-failing streams. Good house of 8 rooms, all conveniences, including telephone, Woolshed (eight stands), and 4,000 sheep; complete shearing machines installed, electric power plant installed for working shearing machines and school, factory half mile. At present carrying nearly 1000 sheep and about 100 big cattle, mostly bullocks. This class of property is hard to procure; it is all good heavy country of the best quality, the ploughable country being equal to practically any land in the Hawera district. A large herd of cows could be milked if desired. Price only £25 per acre; £4000 cash required, balance arranged on good terms. [844,486,1092,631]
column-rule [838,48,839,1546]
ad-agent: JAMES AND GILLMAN [873,193,1063,212]
ad-acres: 264 ACRES [190,717,267,732]
ad-body: 247 ACRES, freehold, a tip-top piece of Hauraki Drained Swamp. 130 acres in grass, balance in rough feed. Six-roomed residence with all necessary outbuildings, also milking plant. PRICE £47 per acre. [844,1330,1092,1355]
ad-same-owner [20,638,154,785]
ad-body: 66 ACRES, at Tikorangi, freehold; subdivided into 10 paddocks, all in grass; 8-bail cowshed, barn, house 7 rooms, bathroom, every convenience; 1¼ miles from school and factory. PRICE, £60 per acre; £1000 cash, balance at 6 per cent. Everyone knows what Tikorangi land is like. Must sell at this price. [568,1212,692,1282]
column-5 [566,48,694,1546]
ad-address: AGENTS, HAWERA. (Above Gillett's Drapery.) A. BOSLEY, Representative Eltham, 'Phone 212. [576,432,684,465]
ad-price: at £45 per acre. [47,551,127,562]
